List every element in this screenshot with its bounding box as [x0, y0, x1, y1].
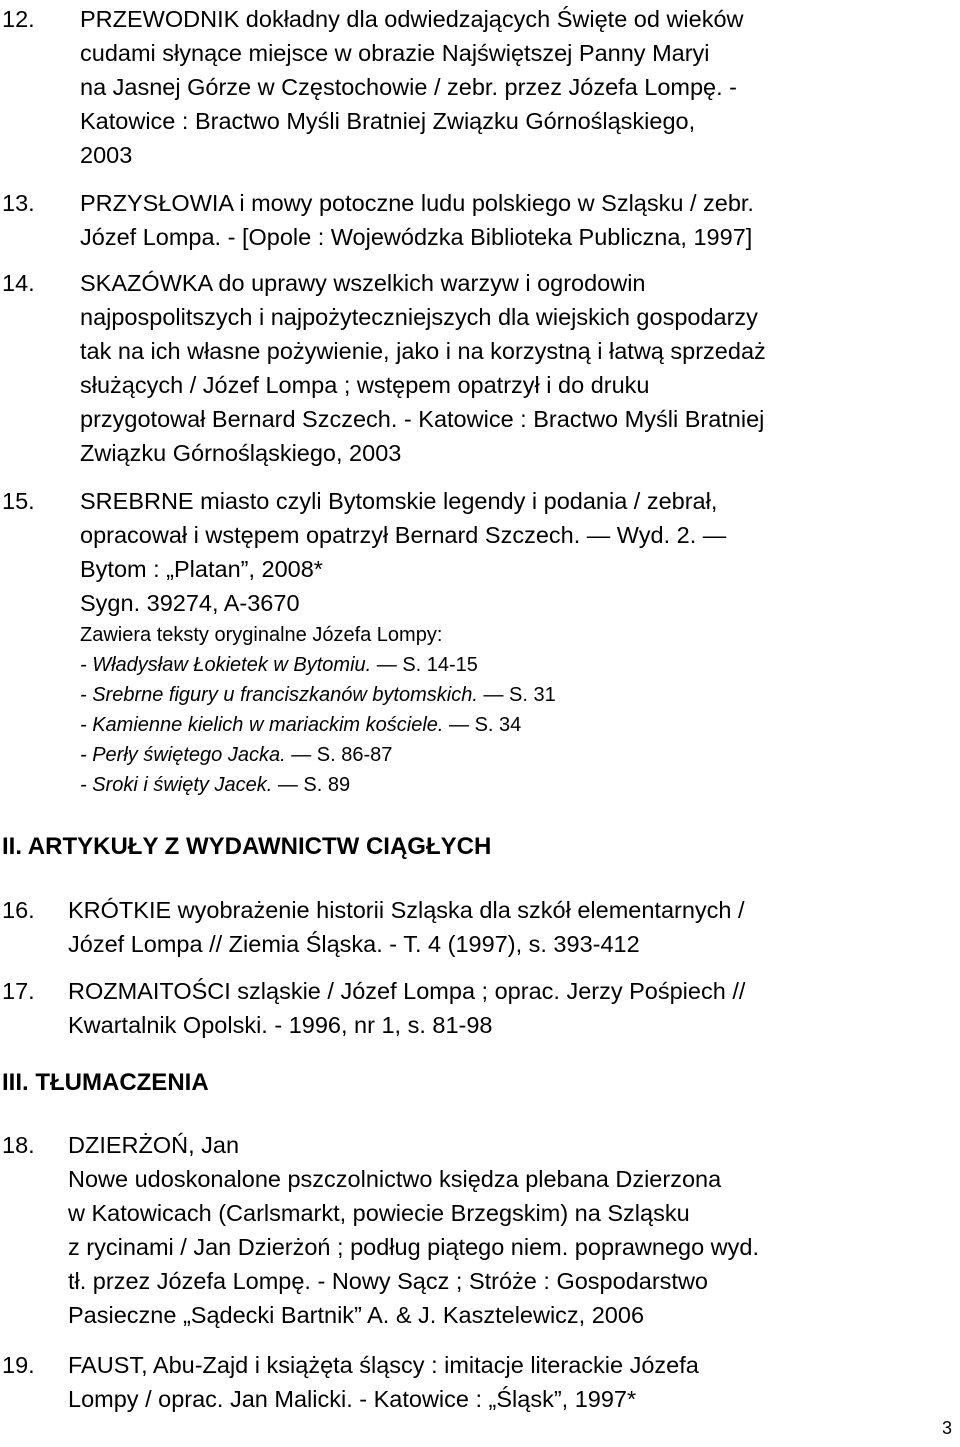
entry-number: 15. [2, 488, 35, 514]
entry-text [68, 1348, 958, 1416]
section-heading-articles: II. ARTYKUŁY Z WYDAWNICTW CIĄGŁYCH [2, 833, 492, 860]
page-number: 3 [941, 1418, 952, 1438]
entry-line: KRÓTKIE wyobrażenie historii Szląska dla szkół elementarnych / [68, 897, 745, 923]
contents-item-pages: — S. 34 [443, 714, 522, 736]
entry-line: DZIERŻOŃ, Jan [68, 1132, 240, 1158]
contents-item-title: - Srebrne figury u franciszkanów bytomskich. [80, 684, 478, 706]
entry-line: 2003 [80, 142, 133, 168]
entry-line: z rycinami / Jan Dzierżoń ; podług piątego niem. poprawnego wyd. [68, 1234, 760, 1260]
entry-line: w Katowicach (Carlsmarkt, powiecie Brzegskim) na Szląsku [68, 1200, 690, 1226]
entry-line: Kwartalnik Opolski. - 1996, nr 1, s. 81-98 [68, 1012, 493, 1038]
entry-text [80, 186, 958, 254]
entry-text [68, 1128, 958, 1332]
entry-line: opracował i wstępem opatrzył Bernard Szczech. — Wyd. 2. — [80, 522, 727, 548]
entry-number: 12. [2, 6, 35, 32]
entry-line: Lompy / oprac. Jan Malicki. - Katowice : „Śląsk”, 1997* [68, 1386, 637, 1412]
entry-line: Bytom : „Platan”, 2008* [80, 556, 323, 582]
entry-line: SKAZÓWKA do uprawy wszelkich warzyw i ogrodowin [80, 270, 646, 296]
entry-line: Związku Górnośląskiego, 2003 [80, 440, 402, 466]
entry-text [80, 484, 958, 800]
entry-line: PRZEWODNIK dokładny dla odwiedzających Święte od wieków [80, 6, 744, 32]
entry-line: Józef Lompa // Ziemia Śląska. - T. 4 (1997), s. 393-412 [68, 931, 640, 957]
contents-item-title: - Sroki i święty Jacek. [80, 774, 273, 796]
contents-item-pages: — S. 31 [477, 684, 556, 706]
contents-intro: Zawiera teksty oryginalne Józefa Lompy: [80, 624, 443, 646]
entry-line: tak na ich własne pożywienie, jako i na korzystną i łatwą sprzedaż [80, 338, 766, 364]
contents-item [80, 740, 958, 770]
entry-line: PRZYSŁOWIA i mowy potoczne ludu polskiego w Szląsku / zebr. [80, 190, 754, 216]
entry-line: SREBRNE miasto czyli Bytomskie legendy i podania / zebrał, [80, 488, 718, 514]
contents-item [80, 680, 958, 710]
entry-line: przygotował Bernard Szczech. - Katowice : Bractwo Myśli Bratniej [80, 406, 765, 432]
entry-text [68, 893, 958, 961]
contents-item-title: - Perły świętego Jacka. [80, 744, 286, 766]
entry-line: Katowice : Bractwo Myśli Bratniej Związku Górnośląskiego, [80, 108, 696, 134]
entry-line: FAUST, Abu-Zajd i książęta śląscy : imitacje literackie Józefa [68, 1352, 699, 1378]
entry-line: na Jasnej Górze w Częstochowie / zebr. przez Józefa Lompę. - [80, 74, 738, 100]
entry-number: 13. [2, 190, 35, 216]
entry-text [68, 974, 958, 1042]
entry-line: służących / Józef Lompa ; wstępem opatrzył i do druku [80, 372, 650, 398]
entry-line: Nowe udoskonalone pszczolnictwo księdza plebana Dzierzona [68, 1166, 722, 1192]
entry-text [80, 2, 958, 172]
section-heading-translations: III. TŁUMACZENIA [2, 1069, 209, 1096]
entry-number: 19. [2, 1352, 35, 1378]
entry-number: 17. [2, 978, 35, 1004]
call-number: Sygn. 39274, A-3670 [80, 590, 300, 616]
contents-item-title: - Władysław Łokietek w Bytomiu. [80, 654, 372, 676]
contents-item-pages: — S. 14-15 [371, 654, 478, 676]
contents-item-pages: — S. 86-87 [285, 744, 393, 766]
entry-line: tł. przez Józefa Lompę. - Nowy Sącz ; Stróże : Gospodarstwo [68, 1268, 708, 1294]
contents-item-title: - Kamienne kielich w mariackim kościele. [80, 714, 444, 736]
contents-item [80, 770, 958, 800]
entry-text [80, 266, 958, 470]
entry-line: najpospolitszych i najpożyteczniejszych dla wiejskich gospodarzy [80, 304, 758, 330]
entry-line: cudami słynące miejsce w obrazie Najświętszej Panny Maryi [80, 40, 710, 66]
contents-item [80, 710, 958, 740]
entry-number: 18. [2, 1132, 35, 1158]
entry-line: ROZMAITOŚCI szląskie / Józef Lompa ; oprac. Jerzy Pośpiech // [68, 978, 746, 1004]
entry-line: Józef Lompa. - [Opole : Wojewódzka Biblioteka Publiczna, 1997] [80, 224, 753, 250]
entry-number: 16. [2, 897, 35, 923]
contents-item-pages: — S. 89 [272, 774, 351, 796]
entry-line: Pasieczne „Sądecki Bartnik” A. & J. Kasztelewicz, 2006 [68, 1302, 645, 1328]
entry-number: 14. [2, 270, 35, 296]
contents-item [80, 650, 958, 680]
